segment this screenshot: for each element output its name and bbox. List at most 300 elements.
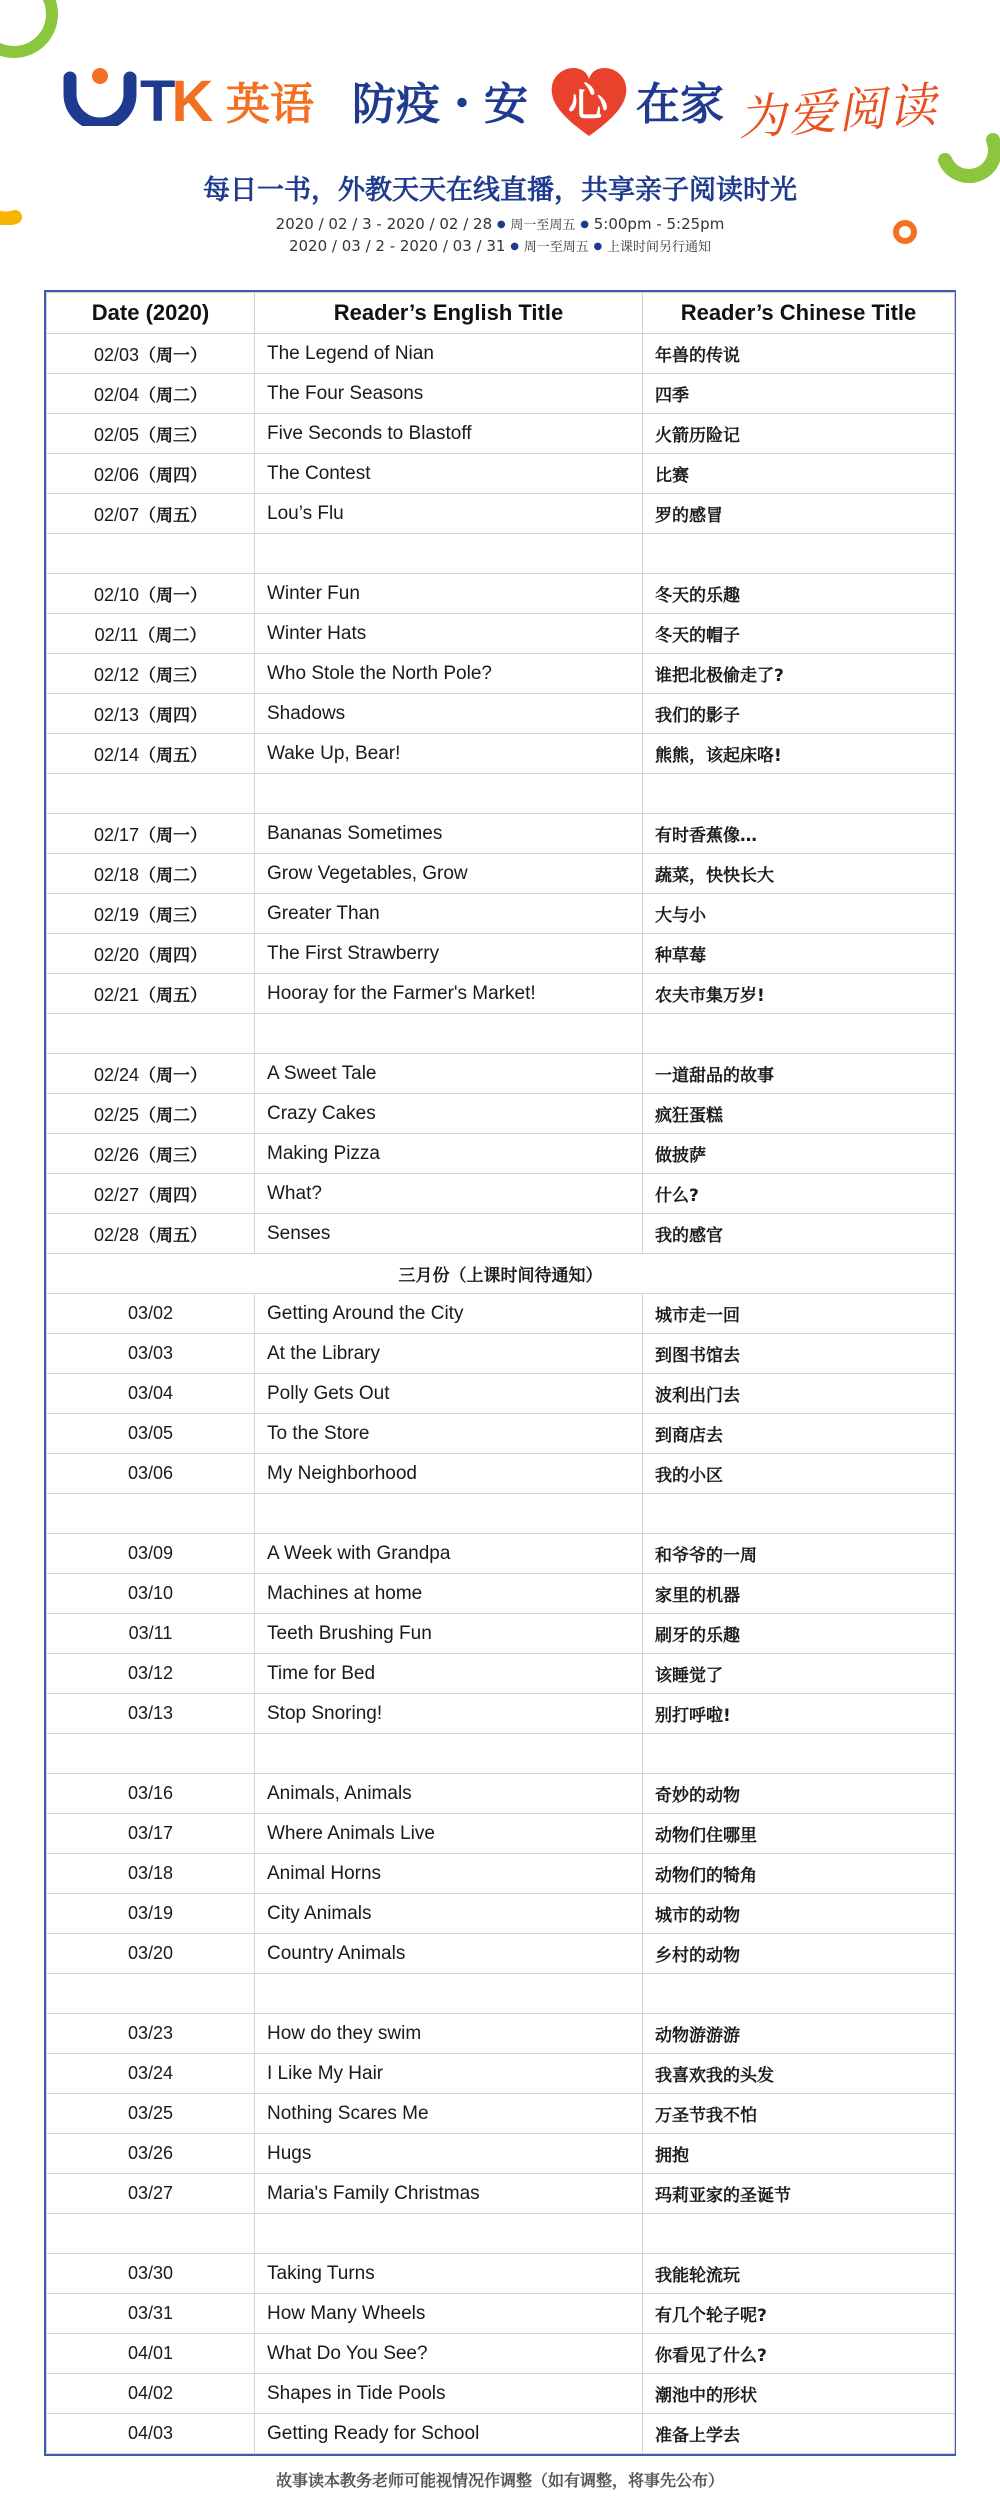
table-row — [47, 2014, 955, 2054]
spacer-row — [47, 1974, 955, 2014]
spacer-row — [47, 1734, 955, 1774]
schedule-time: 5:00pm - 5:25pm — [593, 215, 725, 233]
table-row — [47, 1574, 955, 1614]
table-row — [47, 1934, 955, 1974]
date-cell — [47, 1654, 255, 1694]
date-value: 03/13 — [127, 1703, 174, 1723]
date-value: 03/20 — [127, 1943, 174, 1963]
date-cell — [47, 2134, 255, 2174]
chinese-title-cell: 罗的感冒 — [643, 494, 955, 534]
weekday-label: （周一） — [139, 1066, 208, 1086]
table-row — [47, 2134, 955, 2174]
table-row — [47, 694, 955, 734]
weekday-label: （周五） — [139, 506, 208, 526]
brand-english: 英语 — [226, 79, 314, 130]
table-row — [47, 374, 955, 414]
english-title-cell: Senses — [255, 1214, 643, 1254]
english-title-cell: Shapes in Tide Pools — [255, 2374, 643, 2414]
column-header-date: Date (2020) — [47, 293, 255, 334]
date-value: 03/05 — [127, 1423, 174, 1443]
weekday-label: （周四） — [139, 466, 208, 486]
chinese-title-cell: 奇妙的动物 — [643, 1774, 955, 1814]
table-row — [47, 974, 955, 1014]
chinese-title-cell: 我们的影子 — [643, 694, 955, 734]
table-header-row — [47, 293, 955, 334]
chinese-title-cell: 疯狂蛋糕 — [643, 1094, 955, 1134]
english-title-cell: What? — [255, 1174, 643, 1214]
empty-cell — [47, 534, 255, 574]
chinese-title-cell: 做披萨 — [643, 1134, 955, 1174]
date-value: 03/27 — [127, 2183, 174, 2203]
spacer-row — [47, 774, 955, 814]
date-value: 02/21 — [93, 985, 140, 1005]
date-cell — [47, 1454, 255, 1494]
date-cell — [47, 1774, 255, 1814]
date-value: 02/24 — [93, 1065, 140, 1085]
english-title-cell: Getting Ready for School — [255, 2414, 643, 2454]
date-value: 02/19 — [93, 905, 140, 925]
english-title-cell: Polly Gets Out — [255, 1374, 643, 1414]
english-title-cell: Five Seconds to Blastoff — [255, 414, 643, 454]
empty-cell — [643, 774, 955, 814]
chinese-title-cell: 城市的动物 — [643, 1894, 955, 1934]
date-value: 03/26 — [127, 2143, 174, 2163]
bullet-icon: ● — [510, 241, 519, 252]
chinese-title-cell: 城市走一回 — [643, 1294, 955, 1334]
chinese-title-cell: 四季 — [643, 374, 955, 414]
date-cell — [47, 374, 255, 414]
chinese-title-cell: 冬天的乐趣 — [643, 574, 955, 614]
english-title-cell: Grow Vegetables, Grow — [255, 854, 643, 894]
chinese-title-cell: 大与小 — [643, 894, 955, 934]
date-value: 02/07 — [93, 505, 140, 525]
date-cell — [47, 1134, 255, 1174]
table-row — [47, 734, 955, 774]
schedule-days: 周一至周五 — [510, 218, 576, 233]
weekday-label: （周五） — [139, 746, 208, 766]
date-cell — [47, 1854, 255, 1894]
spacer-row — [47, 2214, 955, 2254]
weekday-label: （周三） — [139, 426, 208, 446]
weekday-label: （周四） — [139, 946, 208, 966]
table-row — [47, 1814, 955, 1854]
chinese-title-cell: 到商店去 — [643, 1414, 955, 1454]
schedule-line-february — [0, 214, 1000, 233]
date-cell — [47, 734, 255, 774]
chinese-title-cell: 蔬菜，快快长大 — [643, 854, 955, 894]
table-row — [47, 2374, 955, 2414]
date-value: 03/02 — [127, 1303, 174, 1323]
empty-cell — [47, 1734, 255, 1774]
chinese-title-cell: 刷牙的乐趣 — [643, 1614, 955, 1654]
english-title-cell: Teeth Brushing Fun — [255, 1614, 643, 1654]
date-cell — [47, 974, 255, 1014]
date-cell — [47, 1054, 255, 1094]
date-cell — [47, 1294, 255, 1334]
chinese-title-cell: 到图书馆去 — [643, 1334, 955, 1374]
date-value: 03/17 — [127, 1823, 174, 1843]
table-row — [47, 2254, 955, 2294]
schedule-time: 上课时间另行通知 — [607, 240, 712, 255]
table-row — [47, 2174, 955, 2214]
chinese-title-cell: 波利出门去 — [643, 1374, 955, 1414]
date-cell — [47, 1574, 255, 1614]
english-title-cell: Who Stole the North Pole? — [255, 654, 643, 694]
chinese-title-cell: 动物游游游 — [643, 2014, 955, 2054]
bullet-icon: ● — [580, 219, 589, 230]
empty-cell — [255, 1494, 643, 1534]
date-cell — [47, 2254, 255, 2294]
weekday-label: （周三） — [139, 1146, 208, 1166]
english-title-cell: Nothing Scares Me — [255, 2094, 643, 2134]
empty-cell — [643, 1974, 955, 2014]
table-row — [47, 454, 955, 494]
chinese-title-cell: 你看见了什么? — [643, 2334, 955, 2374]
date-cell — [47, 1174, 255, 1214]
date-cell — [47, 2014, 255, 2054]
english-title-cell: The Four Seasons — [255, 374, 643, 414]
date-value: 03/11 — [128, 1623, 173, 1643]
english-title-cell: To the Store — [255, 1414, 643, 1454]
english-title-cell: A Sweet Tale — [255, 1054, 643, 1094]
table-row — [47, 1134, 955, 1174]
banner — [0, 52, 1000, 162]
column-header-english-title: Reader’s English Title — [255, 293, 643, 334]
chinese-title-cell: 一道甜品的故事 — [643, 1054, 955, 1094]
schedule-days: 周一至周五 — [523, 240, 589, 255]
schedule-line-march — [0, 236, 1000, 255]
date-value: 02/06 — [93, 465, 140, 485]
table-row — [47, 1334, 955, 1374]
date-cell — [47, 454, 255, 494]
weekday-label: （周五） — [139, 986, 208, 1006]
slogan-part-2: 在家 — [636, 79, 724, 130]
chinese-title-cell: 准备上学去 — [643, 2414, 955, 2454]
english-title-cell: Bananas Sometimes — [255, 814, 643, 854]
empty-cell — [643, 1014, 955, 1054]
weekday-label: （周一） — [139, 826, 208, 846]
chinese-title-cell: 和爷爷的一周 — [643, 1534, 955, 1574]
date-cell — [47, 1934, 255, 1974]
date-value: 02/13 — [93, 705, 140, 725]
bullet-icon: ● — [496, 219, 506, 230]
chinese-title-cell: 有几个轮子呢? — [643, 2294, 955, 2334]
english-title-cell: Animals, Animals — [255, 1774, 643, 1814]
english-title-cell: Animal Horns — [255, 1854, 643, 1894]
date-cell — [47, 694, 255, 734]
chinese-title-cell: 玛莉亚家的圣诞节 — [643, 2174, 955, 2214]
chinese-title-cell: 动物们住哪里 — [643, 1814, 955, 1854]
chinese-title-cell: 别打呼啦! — [643, 1694, 955, 1734]
brand-logo-text — [140, 69, 210, 134]
weekday-label: （周二） — [139, 866, 208, 886]
english-title-cell: The First Strawberry — [255, 934, 643, 974]
table-row — [47, 1454, 955, 1494]
chinese-title-cell: 火箭历险记 — [643, 414, 955, 454]
empty-cell — [643, 534, 955, 574]
date-value: 02/20 — [93, 945, 140, 965]
chinese-title-cell: 年兽的传说 — [643, 334, 955, 374]
empty-cell — [47, 774, 255, 814]
schedule-range: 2020 / 03 / 2 - 2020 / 03 / 31 — [288, 237, 506, 255]
date-value: 02/17 — [93, 825, 140, 845]
date-value: 03/06 — [127, 1463, 174, 1483]
weekday-label: （周四） — [139, 1186, 208, 1206]
table-row — [47, 1894, 955, 1934]
spacer-row — [47, 1014, 955, 1054]
weekday-label: （周一） — [139, 346, 208, 366]
english-title-cell: Machines at home — [255, 1574, 643, 1614]
table-row — [47, 1294, 955, 1334]
date-cell — [47, 934, 255, 974]
date-cell — [47, 2174, 255, 2214]
date-value: 03/03 — [127, 1343, 174, 1363]
english-title-cell: City Animals — [255, 1894, 643, 1934]
english-title-cell: Crazy Cakes — [255, 1094, 643, 1134]
chinese-title-cell: 我的小区 — [643, 1454, 955, 1494]
brand-letter-k: K — [171, 69, 210, 134]
column-header-chinese-title: Reader’s Chinese Title — [643, 293, 955, 334]
spacer-row — [47, 1494, 955, 1534]
table-row — [47, 494, 955, 534]
weekday-label: （周四） — [139, 706, 208, 726]
table-row — [47, 2414, 955, 2454]
date-value: 03/12 — [127, 1663, 174, 1683]
weekday-label: （周一） — [139, 586, 208, 606]
table-row — [47, 1054, 955, 1094]
date-cell — [47, 854, 255, 894]
spacer-row — [47, 534, 955, 574]
weekday-label: （周二） — [138, 626, 207, 646]
date-value: 03/30 — [127, 2263, 174, 2283]
date-cell — [47, 894, 255, 934]
english-title-cell: I Like My Hair — [255, 2054, 643, 2094]
table-row — [47, 2094, 955, 2134]
english-title-cell: Where Animals Live — [255, 1814, 643, 1854]
chinese-title-cell: 种草莓 — [643, 934, 955, 974]
chinese-title-cell: 我能轮流玩 — [643, 2254, 955, 2294]
date-cell — [47, 1814, 255, 1854]
table-row — [47, 2054, 955, 2094]
date-value: 02/11 — [94, 625, 139, 645]
date-cell — [47, 1214, 255, 1254]
date-cell — [47, 2334, 255, 2374]
weekday-label: （周三） — [139, 666, 208, 686]
chinese-title-cell: 有时香蕉像… — [643, 814, 955, 854]
date-value: 03/31 — [127, 2303, 174, 2323]
date-cell — [47, 1334, 255, 1374]
empty-cell — [255, 774, 643, 814]
table-row — [47, 1214, 955, 1254]
table-row — [47, 1174, 955, 1214]
weekday-label: （周二） — [139, 1106, 208, 1126]
table-row — [47, 1654, 955, 1694]
footer-note: 故事读本教务老师可能视情况作调整（如有调整，将事先公布） — [275, 2471, 724, 2490]
english-title-cell: The Contest — [255, 454, 643, 494]
date-value: 03/23 — [127, 2023, 174, 2043]
english-title-cell: Lou’s Flu — [255, 494, 643, 534]
english-title-cell: Hooray for the Farmer's Market! — [255, 974, 643, 1014]
slogan-love-reading: 为爱阅读 — [736, 77, 940, 147]
english-title-cell: Wake Up, Bear! — [255, 734, 643, 774]
date-value: 03/25 — [127, 2103, 174, 2123]
date-cell — [47, 614, 255, 654]
table-row — [47, 894, 955, 934]
empty-cell — [255, 1974, 643, 2014]
chinese-title-cell: 我喜欢我的头发 — [643, 2054, 955, 2094]
table-row — [47, 334, 955, 374]
date-cell — [47, 1374, 255, 1414]
section-label: 三月份（上课时间待通知） — [47, 1254, 955, 1294]
date-cell — [47, 494, 255, 534]
date-cell — [47, 1414, 255, 1454]
date-value: 02/05 — [93, 425, 140, 445]
empty-cell — [255, 534, 643, 574]
english-title-cell: What Do You See? — [255, 2334, 643, 2374]
date-value: 04/02 — [127, 2383, 174, 2403]
date-value: 03/04 — [127, 1383, 174, 1403]
chinese-title-cell: 动物们的犄角 — [643, 1854, 955, 1894]
english-title-cell: Winter Fun — [255, 574, 643, 614]
chinese-title-cell: 什么? — [643, 1174, 955, 1214]
table-row — [47, 654, 955, 694]
schedule-range: 2020 / 02 / 3 - 2020 / 02 / 28 — [275, 215, 493, 233]
date-cell — [47, 574, 255, 614]
slogan-part-1: 防疫・安 — [352, 79, 528, 130]
empty-cell — [47, 1494, 255, 1534]
english-title-cell: At the Library — [255, 1334, 643, 1374]
date-cell — [47, 414, 255, 454]
brand-letter-t: T — [140, 69, 172, 134]
table-row — [47, 854, 955, 894]
english-title-cell: My Neighborhood — [255, 1454, 643, 1494]
date-cell — [47, 654, 255, 694]
date-cell — [47, 1694, 255, 1734]
weekday-label: （周三） — [139, 906, 208, 926]
date-value: 04/01 — [127, 2343, 174, 2363]
date-value: 02/26 — [93, 1145, 140, 1165]
date-value: 03/24 — [127, 2063, 174, 2083]
chinese-title-cell: 潮池中的形状 — [643, 2374, 955, 2414]
empty-cell — [47, 1974, 255, 2014]
date-value: 02/18 — [93, 865, 140, 885]
english-title-cell: Country Animals — [255, 1934, 643, 1974]
empty-cell — [643, 1734, 955, 1774]
table-row — [47, 1854, 955, 1894]
english-title-cell: Shadows — [255, 694, 643, 734]
chinese-title-cell: 冬天的帽子 — [643, 614, 955, 654]
date-cell — [47, 2054, 255, 2094]
date-value: 02/14 — [93, 745, 140, 765]
date-cell — [47, 2374, 255, 2414]
table-row — [47, 574, 955, 614]
chinese-title-cell: 农夫市集万岁! — [643, 974, 955, 1014]
date-cell — [47, 1894, 255, 1934]
chinese-title-cell: 比赛 — [643, 454, 955, 494]
date-value: 02/04 — [93, 385, 140, 405]
date-value: 03/16 — [127, 1783, 174, 1803]
table-row — [47, 1534, 955, 1574]
chinese-title-cell: 拥抱 — [643, 2134, 955, 2174]
table-row — [47, 2294, 955, 2334]
date-cell — [47, 1614, 255, 1654]
date-cell — [47, 1534, 255, 1574]
table-row — [47, 1774, 955, 1814]
english-title-cell: Making Pizza — [255, 1134, 643, 1174]
decorative-ring-green — [0, 0, 58, 58]
date-cell — [47, 1094, 255, 1134]
english-title-cell: Stop Snoring! — [255, 1694, 643, 1734]
chinese-title-cell: 熊熊，该起床咯! — [643, 734, 955, 774]
chinese-title-cell: 该睡觉了 — [643, 1654, 955, 1694]
empty-cell — [47, 2214, 255, 2254]
section-row — [47, 1254, 955, 1294]
chinese-title-cell: 谁把北极偷走了? — [643, 654, 955, 694]
chinese-title-cell: 万圣节我不怕 — [643, 2094, 955, 2134]
chinese-title-cell: 我的感官 — [643, 1214, 955, 1254]
date-value: 02/27 — [93, 1185, 140, 1205]
empty-cell — [255, 1734, 643, 1774]
english-title-cell: The Legend of Nian — [255, 334, 643, 374]
date-value: 02/10 — [93, 585, 140, 605]
table-row — [47, 414, 955, 454]
table-row — [47, 614, 955, 654]
english-title-cell: Time for Bed — [255, 1654, 643, 1694]
date-value: 03/09 — [127, 1543, 174, 1563]
english-title-cell: How Many Wheels — [255, 2294, 643, 2334]
english-title-cell: Hugs — [255, 2134, 643, 2174]
date-value: 04/03 — [127, 2423, 174, 2443]
table-row — [47, 814, 955, 854]
table-body — [47, 334, 955, 2454]
slogan-heart-character: 心 — [568, 80, 608, 126]
empty-cell — [255, 1014, 643, 1054]
table-row — [47, 1094, 955, 1134]
date-cell — [47, 2294, 255, 2334]
date-value: 02/12 — [93, 665, 140, 685]
date-cell — [47, 2414, 255, 2454]
date-cell — [47, 2094, 255, 2134]
weekday-label: （周五） — [139, 1226, 208, 1246]
table-row — [47, 1614, 955, 1654]
brand-logo-icon — [62, 66, 140, 126]
english-title-cell: Winter Hats — [255, 614, 643, 654]
table-row — [47, 934, 955, 974]
date-cell — [47, 334, 255, 374]
table-row — [47, 1374, 955, 1414]
date-value: 02/03 — [93, 345, 140, 365]
bullet-icon: ● — [593, 241, 603, 252]
english-title-cell: Greater Than — [255, 894, 643, 934]
chinese-title-cell: 家里的机器 — [643, 1574, 955, 1614]
english-title-cell: Getting Around the City — [255, 1294, 643, 1334]
empty-cell — [47, 1014, 255, 1054]
english-title-cell: Taking Turns — [255, 2254, 643, 2294]
weekday-label: （周二） — [139, 386, 208, 406]
english-title-cell: A Week with Grandpa — [255, 1534, 643, 1574]
date-value: 03/10 — [127, 1583, 174, 1603]
reading-schedule-table — [44, 290, 956, 2456]
table-row — [47, 1694, 955, 1734]
date-value: 02/28 — [93, 1225, 140, 1245]
page-subtitle: 每日一书，外教天天在线直播，共享亲子阅读时光 — [203, 175, 797, 206]
table-row — [47, 1414, 955, 1454]
empty-cell — [643, 2214, 955, 2254]
date-value: 02/25 — [93, 1105, 140, 1125]
empty-cell — [255, 2214, 643, 2254]
date-value: 03/19 — [127, 1903, 174, 1923]
english-title-cell: How do they swim — [255, 2014, 643, 2054]
